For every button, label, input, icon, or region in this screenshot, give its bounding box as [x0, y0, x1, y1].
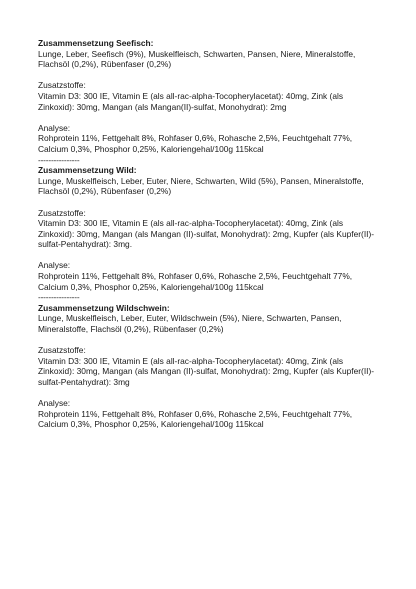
- analysis-text: [38, 409, 388, 430]
- additives-text: [38, 91, 388, 112]
- additives-text: [38, 356, 388, 388]
- additives-label: Zusatzstoffe:: [38, 207, 86, 218]
- text-line: Vitamin D3: 300 IE, Vitamin E (als all-rac-alpha-Tocopherylacetat): 40mg, Zink (als: [38, 90, 344, 101]
- text-line: Calcium 0,3%, Phosphor 0,25%, Kaloriengehal/100g 115kcal: [38, 419, 264, 430]
- text-line: Lunge, Leber, Seefisch (9%), Muskelfleisch, Schwarten, Pansen, Niere, Mineralstoffe,: [38, 48, 356, 59]
- text-line: Calcium 0,3%, Phosphor 0,25%, Kaloriengehal/100g 115kcal: [38, 281, 264, 292]
- additives-label: Zusatzstoffe:: [38, 80, 86, 91]
- text-line: Rohprotein 11%, Fettgehalt 8%, Rohfaser 0,6%, Rohasche 2,5%, Feuchtgehalt 77%,: [38, 133, 353, 144]
- text-line: Lunge, Muskelfleisch, Leber, Euter, Niere, Schwarten, Wild (5%), Pansen, Mineralstoffe,: [38, 175, 364, 186]
- text-line: Vitamin D3: 300 IE, Vitamin E (als all-rac-alpha-Tocopherylacetat): 40mg, Zink (als: [38, 355, 344, 366]
- analysis-label: Analyse:: [38, 260, 71, 271]
- section-separator: ----------------: [38, 292, 80, 303]
- text-line: sulfat-Pentahydrat): 3mg.: [38, 239, 133, 250]
- section-heading: Zusammensetzung Seefisch:: [38, 38, 154, 48]
- composition-text: [38, 49, 388, 70]
- analysis-text: [38, 133, 388, 154]
- section-wild: [38, 165, 388, 303]
- analysis-text: [38, 271, 388, 292]
- text-line: Mineralstoffe, Flachsöl (0,2%), Rübenfaser (0,2%): [38, 324, 224, 335]
- text-line: Zinkoxid): 30mg, Mangan (als Mangan (II)-sulfat, Monohydrat): 2mg, Kupfer (als Kupfer(II)-: [38, 366, 375, 377]
- composition-text: [38, 176, 388, 197]
- analysis-label: Analyse:: [38, 398, 71, 409]
- analysis-label: Analyse:: [38, 122, 71, 133]
- text-line: Rohprotein 11%, Fettgehalt 8%, Rohfaser 0,6%, Rohasche 2,5%, Feuchtgehalt 77%,: [38, 408, 353, 419]
- section-separator: ----------------: [38, 154, 80, 165]
- additives-label: Zusatzstoffe:: [38, 345, 86, 356]
- text-line: Lunge, Muskelfleisch, Leber, Euter, Wildschwein (5%), Niere, Schwarten, Pansen,: [38, 313, 342, 324]
- text-line: Zinkoxid): 30mg, Mangan (als Mangan(II)-sulfat, Monohydrat): 2mg: [38, 101, 287, 112]
- text-line: Vitamin D3: 300 IE, Vitamin E (als all-rac-alpha-Tocopherylacetat): 40mg, Zink (als: [38, 218, 344, 229]
- text-line: Flachsöl (0,2%), Rübenfaser (0,2%): [38, 186, 172, 197]
- additives-text: [38, 218, 388, 250]
- text-line: Flachsöl (0,2%), Rübenfaser (0,2%): [38, 59, 172, 70]
- section-heading: Zusammensetzung Wildschwein:: [38, 302, 170, 313]
- text-line: sulfat-Pentahydrat): 3mg: [38, 377, 130, 387]
- section-seefisch: [38, 38, 388, 165]
- section-heading: Zusammensetzung Wild:: [38, 165, 137, 176]
- composition-text: [38, 313, 388, 334]
- text-line: Rohprotein 11%, Fettgehalt 8%, Rohfaser 0,6%, Rohasche 2,5%, Feuchtgehalt 77%,: [38, 271, 353, 282]
- text-line: Calcium 0,3%, Phosphor 0,25%, Kaloriengehal/100g 115kcal: [38, 143, 264, 154]
- section-wildschwein: [38, 303, 388, 430]
- text-line: Zinkoxid): 30mg, Mangan (als Mangan (II)-sulfat, Monohydrat): 2mg, Kupfer (als Kupfer(II)-: [38, 228, 375, 239]
